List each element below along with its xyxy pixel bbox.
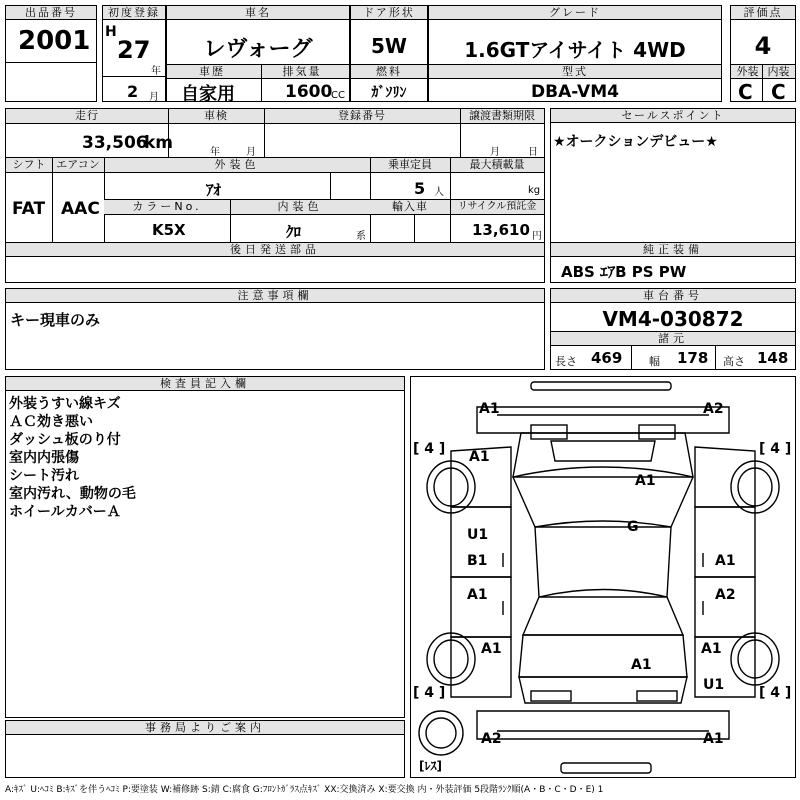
fuel-label: 燃料 bbox=[351, 65, 427, 79]
damage-rear-left-fender: A1 bbox=[481, 641, 502, 657]
lot-number: 2001 bbox=[18, 26, 91, 56]
damage-right-a2: A2 bbox=[715, 587, 736, 603]
spec-block bbox=[5, 108, 545, 283]
office-note-block bbox=[5, 720, 405, 778]
tire-rear-left: [ 4 ] bbox=[413, 685, 446, 701]
door-type: 5W bbox=[371, 34, 407, 58]
car-name-label: 車名 bbox=[167, 6, 349, 20]
displacement-unit: CC bbox=[331, 90, 345, 101]
history-label: 車歴 bbox=[199, 65, 225, 78]
damage-rear-bumper-left: A2 bbox=[481, 731, 502, 747]
damage-rear-bumper-right: A1 bbox=[703, 731, 724, 747]
damage-hood-center: A1 bbox=[635, 473, 656, 489]
load-label: 最大積載量 bbox=[469, 158, 525, 171]
sales-point-block bbox=[550, 108, 796, 283]
score: 4 bbox=[754, 32, 772, 60]
import-label: 輸入車 bbox=[392, 200, 428, 213]
fuel: ｶﾞｿﾘﾝ bbox=[371, 85, 407, 101]
color-label: 外装色 bbox=[214, 158, 260, 171]
width-label: 幅 bbox=[649, 355, 660, 368]
mileage-unit: km bbox=[144, 133, 174, 153]
mileage-label: 走行 bbox=[75, 109, 99, 122]
caution-block bbox=[5, 288, 545, 370]
door-label: ドア形状 bbox=[351, 6, 427, 20]
recycle: 13,610 bbox=[472, 221, 530, 239]
reg-month: 2 bbox=[127, 82, 139, 101]
inspector-line: シート汚れ bbox=[9, 468, 79, 484]
chassis-number: VM4-030872 bbox=[602, 307, 744, 331]
inspector-line: 室内汚れ、動物の毛 bbox=[9, 486, 136, 502]
inspection-year-unit: 年 bbox=[210, 147, 220, 158]
colorno-label: カラーNo. bbox=[132, 200, 202, 213]
model-label: 型式 bbox=[429, 65, 721, 79]
transfer-month-unit: 月 bbox=[490, 147, 500, 158]
door-cell bbox=[350, 5, 428, 102]
car-history: 自家用 bbox=[181, 84, 235, 105]
model: DBA-VM4 bbox=[531, 82, 619, 102]
recycle-label: リサイクル預託金 bbox=[457, 201, 537, 212]
caution-text: キー現車のみ bbox=[10, 311, 101, 329]
grade: 1.6GTアイサイト 4WD bbox=[464, 38, 686, 62]
inspector-line: 外装うすい線キズ bbox=[9, 396, 121, 412]
exterior-label: 外装 bbox=[736, 65, 759, 78]
registration-cell bbox=[102, 5, 166, 102]
later-parts-label: 後日発送部品 bbox=[6, 243, 544, 257]
equipment: ABS ｴｱB PS PW bbox=[561, 263, 687, 281]
interior-label: 内装 bbox=[767, 65, 790, 78]
interior-grade: C bbox=[771, 80, 786, 104]
inspector-line: 室内内張傷 bbox=[9, 450, 79, 466]
caution-label: 注意事項欄 bbox=[6, 289, 544, 303]
intcolor-label: 内装色 bbox=[277, 200, 323, 213]
chassis-label: 車台番号 bbox=[551, 289, 795, 303]
damage-trunk: A1 bbox=[631, 657, 652, 673]
inspection-label: 車検 bbox=[204, 109, 228, 122]
reg-year-unit: 年 bbox=[151, 66, 161, 77]
legend: A:ｷｽﾞ U:ﾍｺﾐ B:ｷｽﾞを伴うﾍｺﾐ P:要塗装 W:補修跡 S:錆 C:腐食 G:ﾌﾛﾝﾄｶﾞﾗｽ点ｷｽﾞ XX:交換済み X:要交換 内・外装評価 5段階ﾗﾝｸ順(A・B・C・D・E) 1 bbox=[5, 785, 604, 795]
spec-label: 諸元 bbox=[551, 332, 795, 346]
office-note-label: 事務局よりご案内 bbox=[6, 721, 404, 735]
equip-label: 純正装備 bbox=[551, 243, 795, 257]
color: ｱｵ bbox=[206, 181, 222, 199]
capacity: 5 bbox=[414, 179, 426, 198]
exterior-grade: C bbox=[738, 80, 753, 104]
reg-year: 27 bbox=[117, 36, 151, 64]
inspector-line: ホイールカバーＡ bbox=[9, 504, 121, 520]
lot-label: 出品番号 bbox=[6, 6, 96, 20]
tire-front-right: [ 4 ] bbox=[759, 441, 792, 457]
regno-label: 登録番号 bbox=[338, 109, 386, 122]
lot-cell bbox=[5, 5, 97, 102]
mileage: 33,506 bbox=[82, 133, 148, 153]
score-cell bbox=[730, 5, 796, 102]
length: 469 bbox=[591, 349, 623, 367]
ac: AAC bbox=[61, 199, 100, 219]
damage-left-u1: U1 bbox=[467, 527, 489, 543]
damage-hood-left: A1 bbox=[469, 449, 490, 465]
tire-front-left: [ 4 ] bbox=[413, 441, 446, 457]
shift-label: シフト bbox=[12, 158, 46, 171]
chassis-block bbox=[550, 288, 796, 370]
inspector-block bbox=[5, 376, 405, 718]
inspector-label: 検査員記入欄 bbox=[6, 377, 404, 391]
car-diagram bbox=[410, 376, 796, 778]
damage-right-a1: A1 bbox=[715, 553, 736, 569]
reg-label: 初度登録 bbox=[103, 6, 165, 20]
sales-label: セールスポイント bbox=[551, 109, 795, 123]
transfer-label: 譲渡書類期限 bbox=[469, 109, 535, 122]
load-unit: kg bbox=[528, 185, 541, 196]
inspector-line: ＡＣ効き悪い bbox=[9, 414, 93, 430]
height: 148 bbox=[757, 349, 789, 367]
recycle-unit: 円 bbox=[532, 231, 542, 242]
colorno: K5X bbox=[152, 221, 186, 239]
displacement-label: 排気量 bbox=[282, 65, 322, 78]
damage-left-b1: B1 bbox=[467, 553, 488, 569]
inspector-line: ダッシュ板のり付 bbox=[9, 432, 121, 448]
ac-label: エアコン bbox=[56, 158, 100, 171]
intcolor-unit: 系 bbox=[356, 231, 366, 242]
score-label: 評価点 bbox=[731, 6, 795, 20]
damage-rear-right-u1: U1 bbox=[703, 677, 725, 693]
intcolor: ｸﾛ bbox=[286, 223, 302, 241]
displacement: 1600 bbox=[285, 82, 333, 102]
width: 178 bbox=[677, 349, 709, 367]
grade-cell bbox=[428, 5, 722, 102]
car-name: レヴォーグ bbox=[203, 37, 313, 62]
damage-roof: G bbox=[627, 519, 639, 535]
spare-tire-label: [ﾚｽ] bbox=[419, 759, 442, 773]
damage-rear-right-a1: A1 bbox=[701, 641, 722, 657]
car-outline-drawing bbox=[411, 377, 795, 777]
capacity-label: 乗車定員 bbox=[388, 158, 432, 171]
sales-point: ★オークションデビュー★ bbox=[553, 134, 718, 150]
grade-label: グレード bbox=[429, 6, 721, 20]
reg-era: H bbox=[105, 24, 117, 40]
damage-front-right: A2 bbox=[703, 401, 724, 417]
shift: FAT bbox=[12, 199, 46, 219]
inspection-month-unit: 月 bbox=[246, 147, 256, 158]
car-name-cell bbox=[166, 5, 350, 105]
tire-rear-right: [ 4 ] bbox=[759, 685, 792, 701]
damage-front-left: A1 bbox=[479, 401, 500, 417]
capacity-unit: 人 bbox=[434, 187, 444, 198]
reg-month-unit: 月 bbox=[149, 92, 159, 103]
transfer-day-unit: 日 bbox=[528, 147, 538, 158]
length-label: 長さ bbox=[555, 355, 577, 368]
height-label: 高さ bbox=[723, 355, 745, 368]
damage-left-a1: A1 bbox=[467, 587, 488, 603]
